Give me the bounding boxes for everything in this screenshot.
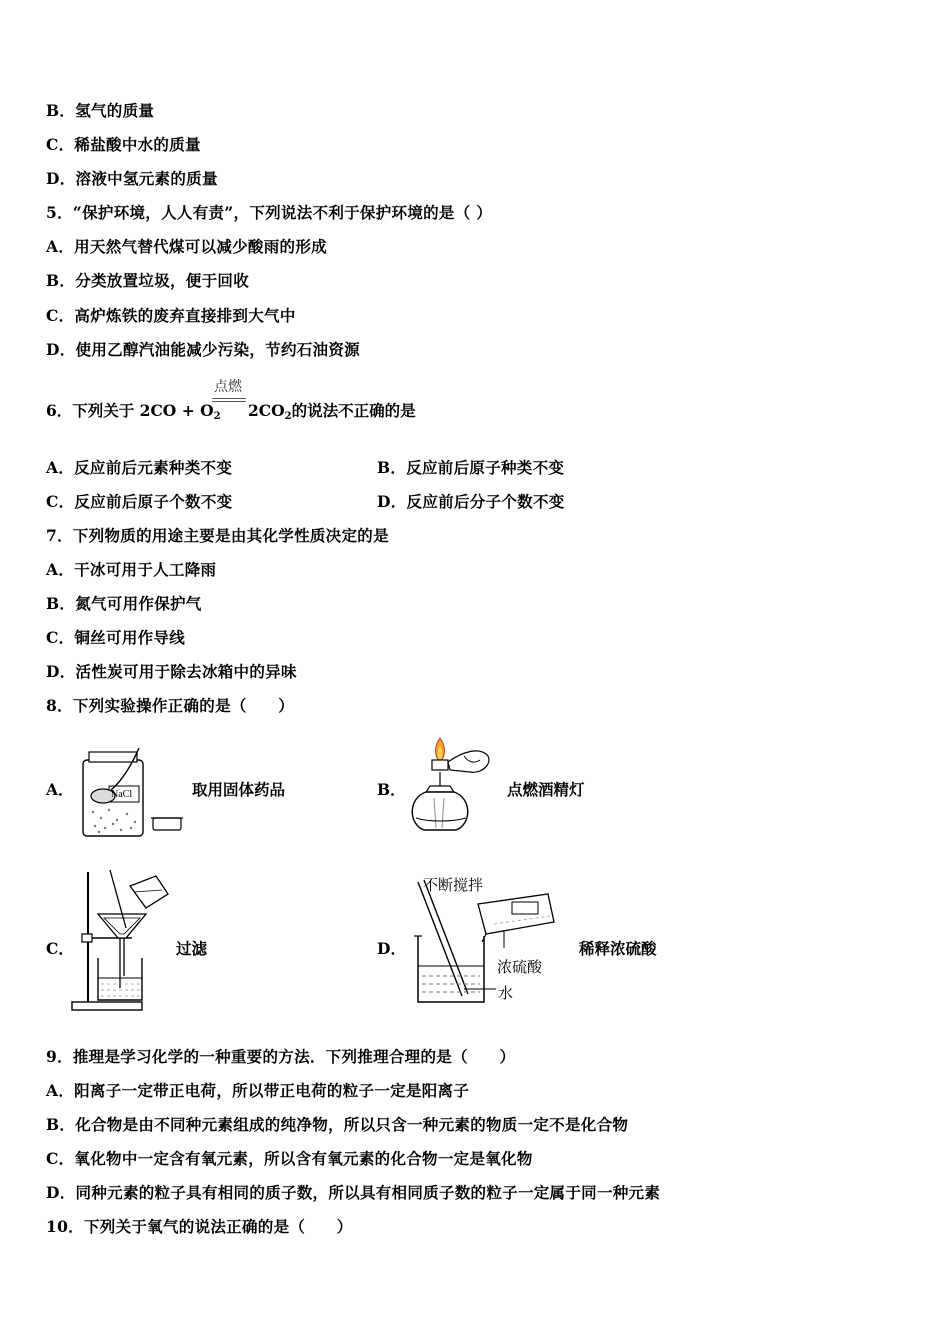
concentrated-acid-label: 浓硫酸 (497, 958, 543, 976)
q6-reaction-condition: 点燃 (214, 379, 242, 395)
q6-product-formula: 2CO (248, 401, 285, 420)
water-label: 水 (498, 984, 514, 1002)
q5-stem: 5．“保护环境，人人有责”，下列说法不利于保护环境的是（ ） (46, 203, 493, 222)
q7-option-d: D．活性炭可用于除去冰箱中的异味 (46, 662, 297, 681)
q6-option-a: A．反应前后元素种类不变 (46, 458, 233, 477)
q4-option-b: B．氢气的质量 (46, 101, 155, 120)
q9-option-b: B．化合物是由不同种元素组成的纯净物，所以只含一种元素的物质一定不是化合物 (46, 1115, 629, 1134)
q4-option-c: C．稀盐酸中水的质量 (46, 135, 201, 154)
q6-co2-subscript: 2 (284, 411, 292, 422)
q9-option-d: D．同种元素的粒子具有相同的质子数，所以具有相同质子数的粒子一定属于同一种元素 (46, 1183, 661, 1202)
q8-option-a-letter: A． (46, 780, 74, 799)
q8-option-b-letter: B． (377, 780, 406, 799)
jar-spoon-illustration (75, 742, 190, 842)
q10-stem: 10．下列关于氧气的说法正确的是（ ） (46, 1217, 353, 1236)
q7-stem: 7．下列物质的用途主要是由其化学性质决定的是 (46, 526, 389, 545)
q5-option-d: D．使用乙醇汽油能减少污染，节约石油资源 (46, 340, 360, 359)
q8-option-d-letter: D． (377, 939, 406, 958)
q8-option-c-letter: C． (46, 939, 74, 958)
q6-stem (46, 399, 221, 422)
q8-option-c-caption: 过滤 (176, 939, 208, 958)
q8-option-b-caption: 点燃酒精灯 (507, 780, 585, 799)
q7-option-c: C．铜丝可用作导线 (46, 628, 186, 647)
alcohol-lamp-illustration (404, 732, 504, 840)
q7-option-b: B．氮气可用作保护气 (46, 594, 202, 613)
stir-label: 不断搅拌 (423, 876, 484, 894)
q6-option-c: C．反应前后原子个数不变 (46, 492, 233, 511)
filtration-apparatus-illustration (68, 866, 178, 1014)
q8-stem: 8．下列实验操作正确的是（ ） (46, 696, 295, 715)
q6-prefix: 6．下列关于 2CO + O (46, 401, 214, 420)
q4-option-d: D．溶液中氢元素的质量 (46, 169, 218, 188)
q6-product (248, 399, 416, 422)
q8-option-a-caption: 取用固体药品 (192, 780, 286, 799)
q6-equals-sign (212, 398, 246, 402)
q7-option-a: A．干冰可用于人工降雨 (46, 560, 217, 579)
q6-option-d: D．反应前后分子个数不变 (377, 492, 565, 511)
q6-suffix: 的说法不正确的是 (291, 401, 416, 420)
nacl-jar-label: NaCl (111, 789, 133, 800)
q5-option-c: C．高炉炼铁的废弃直接排到大气中 (46, 306, 296, 325)
q6-o2-subscript: 2 (213, 411, 221, 422)
q9-stem: 9．推理是学习化学的一种重要的方法．下列推理合理的是（ ） (46, 1047, 516, 1066)
q5-option-a: A．用天然气替代煤可以减少酸雨的形成 (46, 237, 327, 256)
q9-option-c: C．氧化物中一定含有氧元素，所以含有氧元素的化合物一定是氧化物 (46, 1149, 533, 1168)
q6-option-b: B．反应前后原子种类不变 (377, 458, 565, 477)
q8-option-d-caption: 稀释浓硫酸 (579, 939, 657, 958)
q9-option-a: A．阳离子一定带正电荷，所以带正电荷的粒子一定是阳离子 (46, 1081, 470, 1100)
q5-option-b: B．分类放置垃圾，便于回收 (46, 271, 250, 290)
